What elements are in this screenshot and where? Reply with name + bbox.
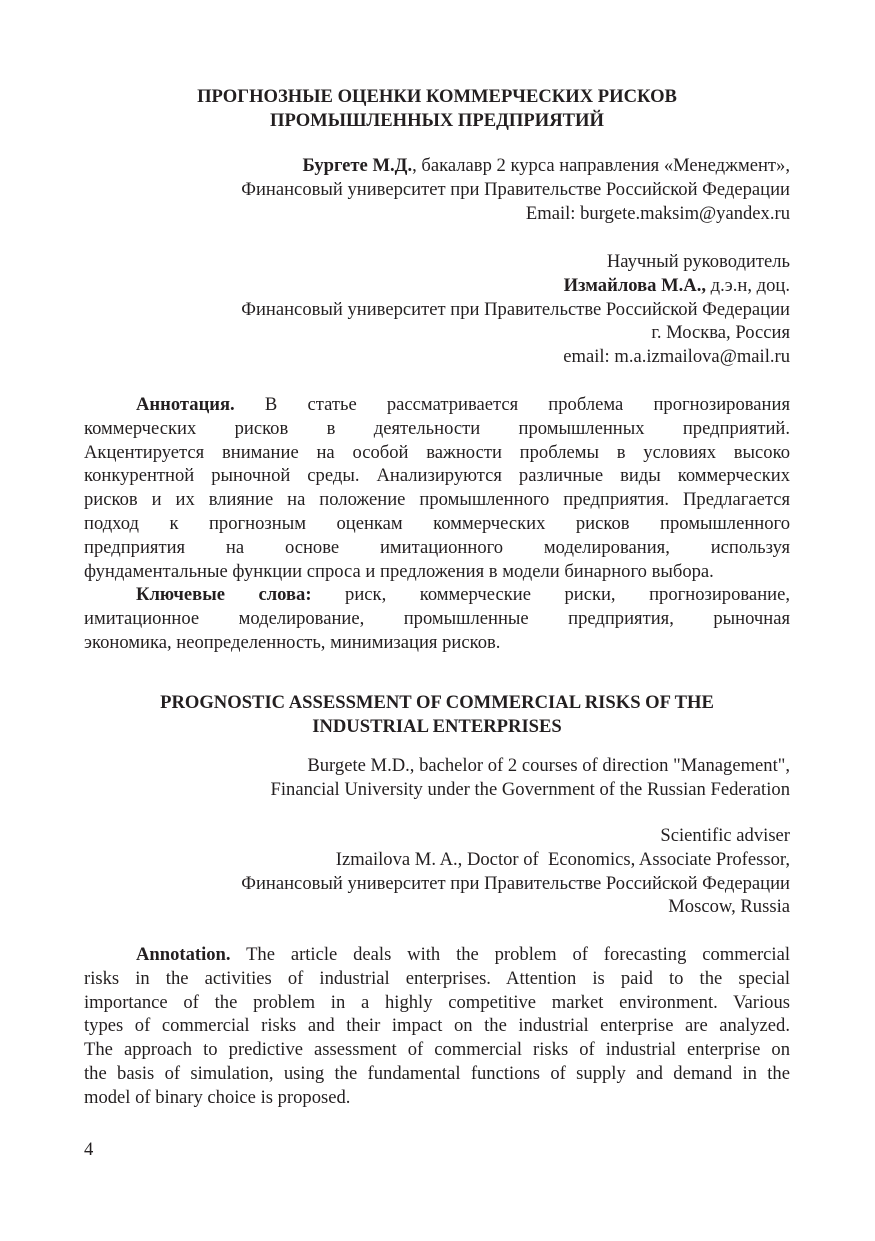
annotation-line: The approach to predictive assessment of commercial risks of industrial enterprise on [84, 1039, 790, 1061]
keywords-text: риск, коммерческие риски, прогнозирование, [345, 584, 790, 606]
ru-author-line [84, 154, 790, 178]
en-advisor-block [84, 824, 790, 919]
en-author-affiliation: Financial University under the Government of the Russian Federation [270, 778, 790, 800]
ru-advisor-email[interactable]: email: m.a.izmailova@mail.ru [563, 346, 790, 368]
en-author-block [84, 754, 790, 802]
ru-advisor-line [84, 274, 790, 298]
annotation-text: В статье рассматривается проблема прогнозирования [264, 394, 790, 415]
annotation-line: the basis of simulation, using the fundamental functions of supply and demand in the [84, 1062, 790, 1084]
annotation-line: types of commercial risks and their impact on the industrial enterprise are analyzed. [84, 1015, 790, 1037]
en-title [84, 691, 790, 739]
ru-author-role: , бакалавр 2 курса направления «Менеджмент», [412, 155, 790, 176]
annotation-line: model of binary choice is proposed. [84, 1086, 351, 1108]
ru-title-line: ПРОМЫШЛЕННЫХ ПРЕДПРИЯТИЙ [270, 109, 604, 131]
keywords-line: экономика, неопределенность, минимизация рисков. [84, 631, 501, 653]
ru-author-affiliation: Финансовый университет при Правительстве Российской Федерации [241, 178, 790, 200]
keywords-line [84, 583, 790, 607]
annotation-line: фундаментальные функции спроса и предложения в модели бинарного выбора. [84, 560, 714, 582]
ru-advisor-name: Измайлова М.А., [563, 274, 706, 296]
en-advisor-label: Scientific adviser [660, 825, 790, 846]
keywords-line: имитационное моделирование, промышленные предприятия, рыночная [84, 608, 790, 630]
annotation-lead: Аннотация. [136, 394, 235, 415]
annotation-line: Акцентируется внимание на особой важности проблемы в условиях высоко [84, 441, 790, 463]
annotation-line: конкурентной рыночной среды. Анализируются различные виды коммерческих [84, 465, 790, 487]
ru-advisor-label: Научный руководитель [606, 251, 790, 272]
annotation-line [84, 943, 790, 967]
ru-advisor-city: г. Москва, Россия [651, 322, 790, 344]
en-author-line: Burgete M.D., bachelor of 2 courses of direction "Management", [307, 755, 790, 776]
ru-advisor-block [84, 250, 790, 369]
keywords-lead: Ключевые слова: [136, 584, 312, 606]
annotation-line: importance of the problem in a highly competitive market environment. Various [84, 991, 790, 1013]
annotation-line: коммерческих рисков в деятельности промышленных предприятий. [84, 417, 790, 439]
annotation-line [84, 393, 790, 417]
annotation-line: рисков и их влияние на положение промышленного предприятия. Предлагается [84, 489, 790, 511]
annotation-lead: Annotation. [136, 944, 231, 965]
ru-author-name: Бургете М.Д. [302, 155, 413, 176]
en-annotation [84, 943, 790, 1110]
en-advisor-name: Izmailova M. A., Doctor of Economics, Associate Professor, [335, 848, 790, 870]
en-advisor-affiliation: Финансовый университет при Правительстве Российской Федерации [241, 872, 790, 894]
ru-title-line: ПРОГНОЗНЫЕ ОЦЕНКИ КОММЕРЧЕСКИХ РИСКОВ [197, 86, 677, 107]
annotation-line: подход к прогнозным оценкам коммерческих рисков промышленного [84, 512, 790, 534]
ru-title [84, 85, 790, 133]
ru-author-email[interactable]: Email: burgete.maksim@yandex.ru [525, 202, 790, 224]
page-number: 4 [84, 1139, 94, 1160]
ru-advisor-affiliation: Финансовый университет при Правительстве Российской Федерации [241, 298, 790, 320]
en-advisor-city: Moscow, Russia [668, 896, 790, 918]
ru-author-block [84, 154, 790, 225]
en-title-line: INDUSTRIAL ENTERPRISES [312, 715, 562, 737]
ru-annotation [84, 393, 790, 655]
annotation-line: risks in the activities of industrial enterprises. Attention is paid to the special [84, 967, 790, 989]
en-title-line: PROGNOSTIC ASSESSMENT OF COMMERCIAL RISKS OF THE [160, 692, 714, 713]
annotation-text: The article deals with the problem of forecasting commercial [246, 944, 790, 965]
ru-advisor-degree: д.э.н, доц. [706, 274, 790, 296]
annotation-line: предприятия на основе имитационного моделирования, используя [84, 536, 790, 558]
